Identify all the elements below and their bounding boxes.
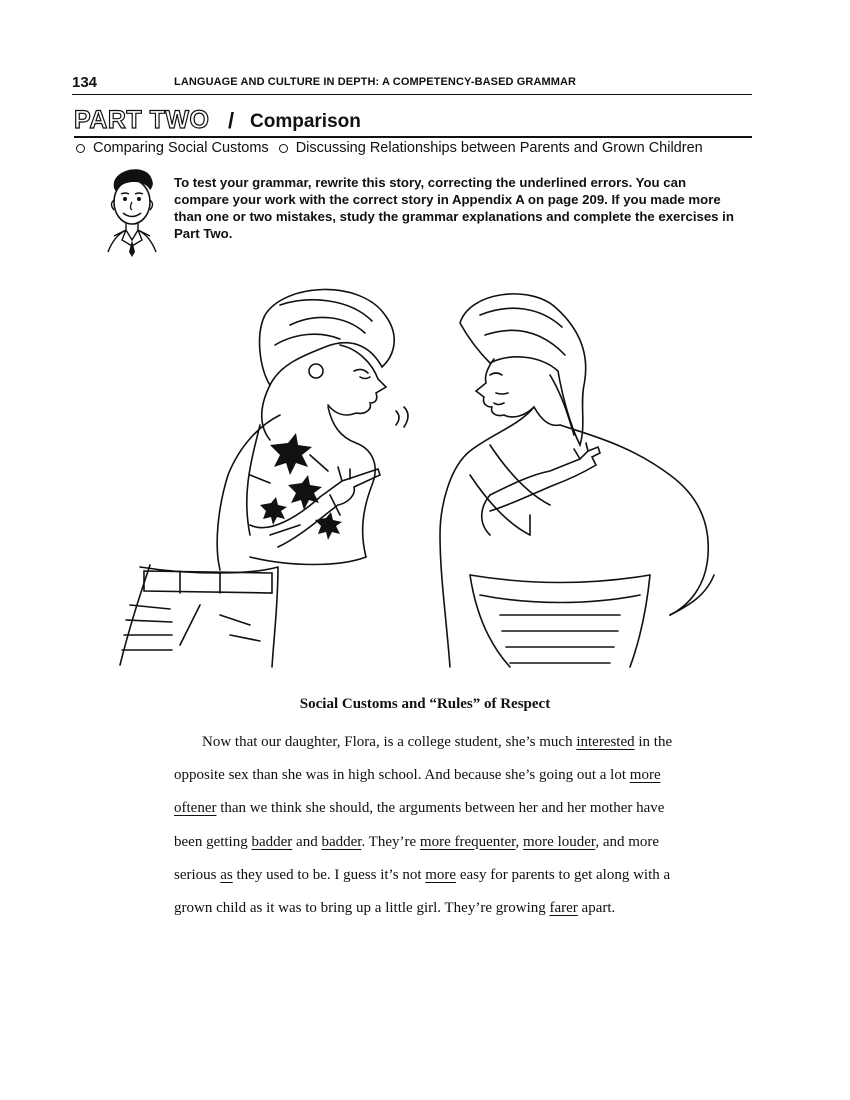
underlined-error: badder xyxy=(321,833,362,850)
story-text: Now that our daughter, Flora, is a college student, she’s much xyxy=(202,734,577,750)
story-paragraph xyxy=(174,726,694,925)
underlined-error: as xyxy=(220,866,233,883)
part-slash: / xyxy=(228,108,235,133)
arguing-women-illustration xyxy=(110,275,720,675)
story-text: easy for parents to get along with a grown child as it was to bring up a little girl. They’re growing xyxy=(174,866,671,917)
story-text: . They’re xyxy=(361,833,420,850)
bullet-icon xyxy=(76,144,85,153)
story-text: they used to be. I guess it’s not xyxy=(232,866,426,883)
instructions: To test your grammar, rewrite this story, correcting the underlined errors. You can compare your work with the correct story in Appendix A on page 209. If you made more than one or two mistakes, study the grammar explanations and complete the exercises in Part Two. xyxy=(174,175,734,241)
story-text: apart. xyxy=(577,900,616,917)
story-text: , xyxy=(515,833,524,850)
underlined-error: more frequenter xyxy=(419,833,516,850)
underlined-error: more oftener xyxy=(174,767,661,817)
part-subtitle: Comparison xyxy=(250,111,361,132)
book-title: LANGUAGE AND CULTURE IN DEPTH: A COMPETENCY-BASED GRAMMAR xyxy=(174,76,577,88)
story-title: Social Customs and “Rules” of Respect xyxy=(299,696,551,712)
topic-item: Discussing Relationships between Parents and Grown Children xyxy=(295,140,703,156)
story-text: in the opposite sex than she was in high school. And because she’s going out a lot xyxy=(174,734,673,784)
underlined-error: farer xyxy=(549,900,578,917)
topic-list xyxy=(74,140,703,156)
underlined-error: more xyxy=(425,866,457,883)
story-text: and xyxy=(292,833,322,850)
underlined-error: interested xyxy=(576,734,635,750)
story-text: than we think she should, the arguments between her and her mother have been getting xyxy=(174,800,665,850)
teacher-face-icon xyxy=(100,162,164,272)
page-number: 134 xyxy=(72,74,98,91)
part-heading xyxy=(74,108,752,138)
running-header xyxy=(72,74,752,95)
underlined-error: badder xyxy=(251,833,293,850)
part-title: PART TWO xyxy=(74,106,210,134)
topic-item: Comparing Social Customs xyxy=(93,140,269,156)
story-text: , and more serious xyxy=(174,833,660,883)
bullet-icon xyxy=(279,144,288,153)
underlined-error: more louder xyxy=(523,833,596,850)
